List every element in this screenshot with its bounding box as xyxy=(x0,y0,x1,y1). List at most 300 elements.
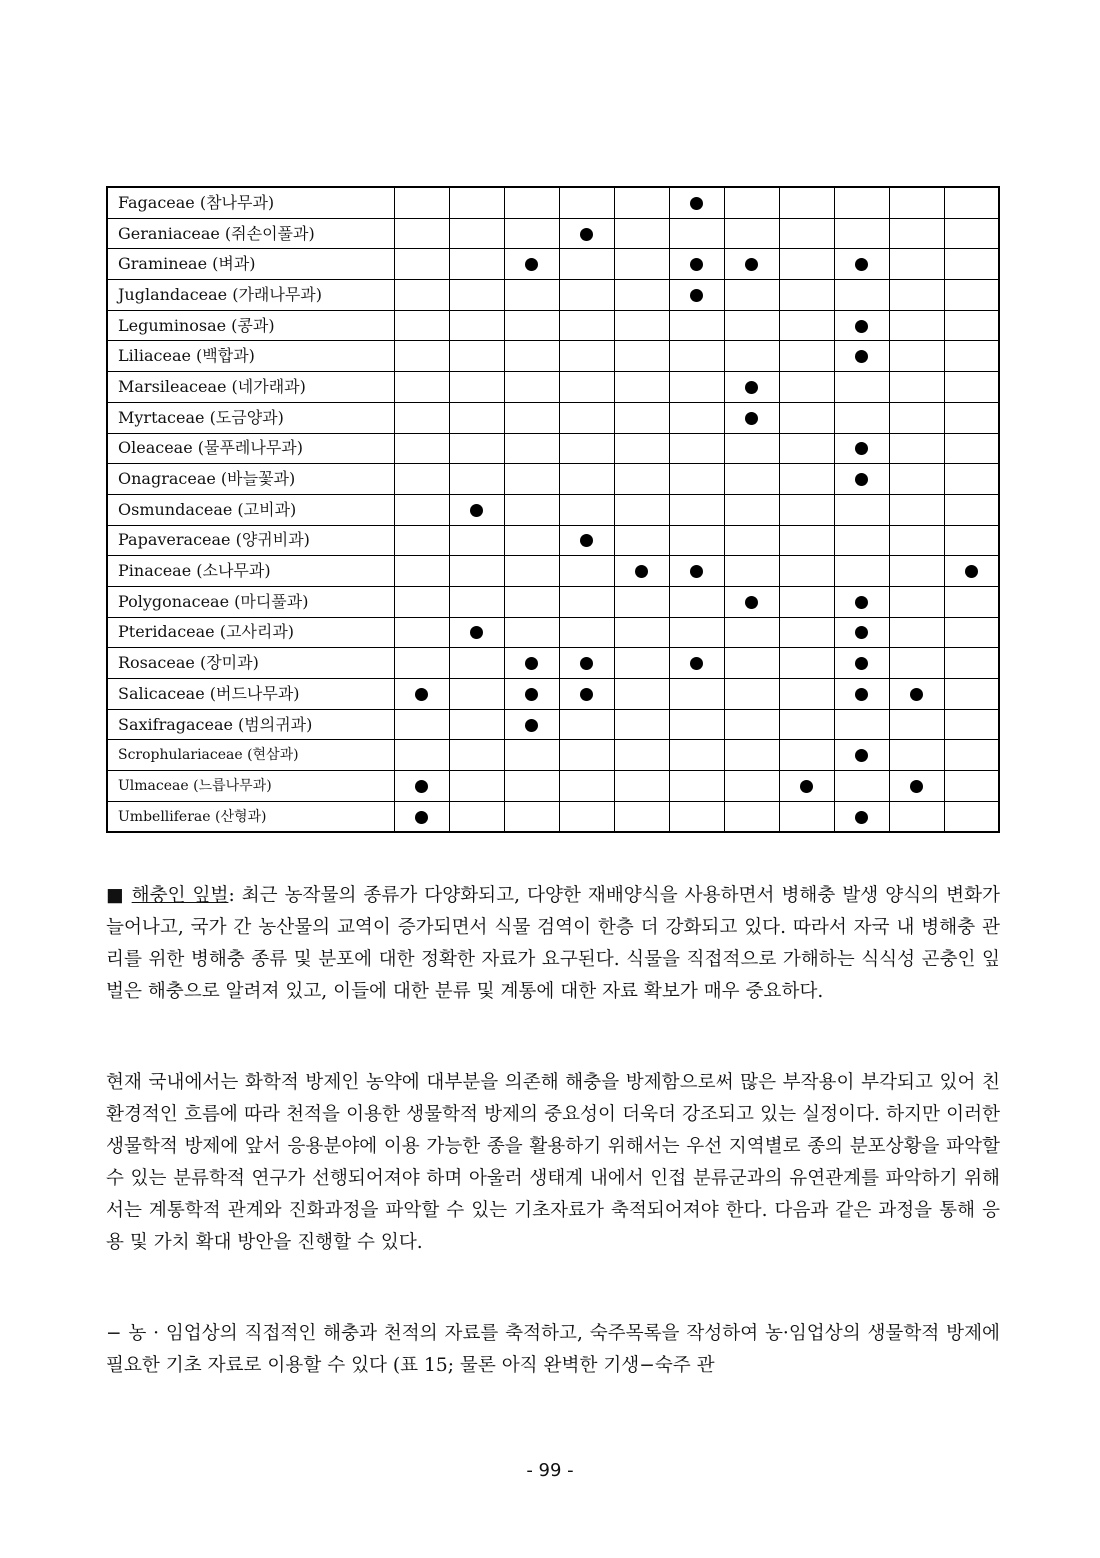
host-mark-cell xyxy=(834,187,889,218)
host-mark-cell xyxy=(779,586,834,617)
host-mark-cell xyxy=(449,464,504,495)
host-mark-cell xyxy=(889,679,944,710)
host-mark-cell xyxy=(614,249,669,280)
host-mark-cell xyxy=(614,525,669,556)
host-mark-cell xyxy=(834,709,889,740)
paragraph-text: : 최근 농작물의 종류가 다양화되고, 다양한 재배양식을 사용하면서 병해충 발생 양식의 변화가 늘어나고, 국가 간 농산물의 교역이 증가되면서 식물 검역이 한층 더 강화되고 있다. 따라서 자국 내 병해충 관리를 위한 병해충 종류 및 분포에 대한 정확한 자료가 요구된다. 식물을 직접적으로 가해하는 식식성 곤충인 잎벌은 해충으로 알려져 있고, 이들에 대한 분류 및 계통에 대한 자료 확보가 매우 중요하다. xyxy=(106,885,1001,1002)
host-mark-cell xyxy=(449,187,504,218)
family-name-cell: Gramineae (벼과) xyxy=(107,249,394,280)
family-name-cell: Papaveraceae (양귀비과) xyxy=(107,525,394,556)
host-mark-cell xyxy=(669,679,724,710)
family-name-cell: Liliaceae (백합과) xyxy=(107,341,394,372)
filled-dot-mark xyxy=(855,811,868,824)
host-mark-cell xyxy=(614,341,669,372)
host-mark-cell xyxy=(504,187,559,218)
host-mark-cell xyxy=(834,280,889,311)
filled-dot-mark xyxy=(690,258,703,271)
host-mark-cell xyxy=(834,433,889,464)
filled-dot-mark xyxy=(635,565,648,578)
filled-dot-mark xyxy=(855,688,868,701)
host-mark-cell xyxy=(614,372,669,403)
host-mark-cell xyxy=(779,801,834,832)
host-mark-cell xyxy=(944,433,999,464)
host-mark-cell xyxy=(724,218,779,249)
host-mark-cell xyxy=(724,187,779,218)
host-mark-cell xyxy=(944,771,999,802)
host-mark-cell xyxy=(504,556,559,587)
filled-dot-mark xyxy=(690,657,703,670)
host-mark-cell xyxy=(724,402,779,433)
host-mark-cell xyxy=(394,464,449,495)
host-mark-cell xyxy=(669,249,724,280)
host-mark-cell xyxy=(669,341,724,372)
host-mark-cell xyxy=(394,709,449,740)
host-mark-cell xyxy=(504,402,559,433)
host-mark-cell xyxy=(889,341,944,372)
host-mark-cell xyxy=(449,648,504,679)
host-mark-cell xyxy=(614,310,669,341)
host-mark-cell xyxy=(889,556,944,587)
table-row xyxy=(107,525,999,556)
filled-dot-mark xyxy=(910,688,923,701)
host-mark-cell xyxy=(724,310,779,341)
table-row xyxy=(107,556,999,587)
host-mark-cell xyxy=(944,525,999,556)
host-mark-cell xyxy=(559,494,614,525)
table-row xyxy=(107,740,999,771)
host-mark-cell xyxy=(614,648,669,679)
host-plant-table xyxy=(106,186,1000,833)
host-mark-cell xyxy=(669,617,724,648)
host-mark-cell xyxy=(724,249,779,280)
host-mark-cell xyxy=(889,709,944,740)
filled-dot-mark xyxy=(470,504,483,517)
host-mark-cell xyxy=(449,740,504,771)
host-mark-cell xyxy=(504,372,559,403)
host-mark-cell xyxy=(889,433,944,464)
host-mark-cell xyxy=(614,740,669,771)
filled-dot-mark xyxy=(580,534,593,547)
host-mark-cell xyxy=(834,525,889,556)
host-mark-cell xyxy=(614,280,669,311)
host-mark-cell xyxy=(449,341,504,372)
family-name-cell: Oleaceae (물푸레나무과) xyxy=(107,433,394,464)
host-mark-cell xyxy=(889,801,944,832)
host-mark-cell xyxy=(669,218,724,249)
host-mark-cell xyxy=(889,740,944,771)
host-mark-cell xyxy=(504,525,559,556)
host-mark-cell xyxy=(889,249,944,280)
section-heading: 해충인 잎벌 xyxy=(131,885,229,906)
host-mark-cell xyxy=(614,402,669,433)
host-mark-cell xyxy=(669,586,724,617)
host-mark-cell xyxy=(394,402,449,433)
host-mark-cell xyxy=(669,464,724,495)
host-mark-cell xyxy=(669,525,724,556)
host-mark-cell xyxy=(944,464,999,495)
host-mark-cell xyxy=(779,494,834,525)
host-mark-cell xyxy=(614,464,669,495)
host-mark-cell xyxy=(889,525,944,556)
paragraph-biological-control: 현재 국내에서는 화학적 방제인 농약에 대부분을 의존해 해충을 방제함으로써 많은 부작용이 부각되고 있어 친환경적인 흐름에 따라 천적을 이용한 생물학적 방제의 중요성이 더욱더 강조되고 있는 실정이다. 하지만 이러한 생물학적 방제에 앞서 응용분야에 이용 가능한 종을 활용하기 위해서는 우선 지역별로 종의 분포상황을 파악할 수 있는 분류학적 연구가 선행되어져야 하며 아울러 생태계 내에서 인접 분류군과의 유연관계를 파악하기 위해서는 계통학적 관계와 진화과정을 파악할 수 있는 기초자료가 축적되어져야 한다. 다음과 같은 과정을 통해 응용 및 가치 확대 방안을 진행할 수 있다. xyxy=(106,1072,1000,1253)
host-mark-cell xyxy=(449,494,504,525)
host-mark-cell xyxy=(394,648,449,679)
host-mark-cell xyxy=(394,433,449,464)
host-mark-cell xyxy=(394,617,449,648)
host-mark-cell xyxy=(614,586,669,617)
host-mark-cell xyxy=(944,249,999,280)
host-mark-cell xyxy=(504,310,559,341)
host-mark-cell xyxy=(779,310,834,341)
filled-dot-mark xyxy=(855,626,868,639)
host-mark-cell xyxy=(614,433,669,464)
host-mark-cell xyxy=(394,771,449,802)
host-mark-cell xyxy=(449,801,504,832)
table-row xyxy=(107,494,999,525)
host-mark-cell xyxy=(944,494,999,525)
host-mark-cell xyxy=(394,525,449,556)
host-mark-cell xyxy=(889,648,944,679)
family-name-cell: Leguminosae (콩과) xyxy=(107,310,394,341)
host-mark-cell xyxy=(669,372,724,403)
host-mark-cell xyxy=(449,402,504,433)
host-mark-cell xyxy=(779,617,834,648)
family-name-cell: Salicaceae (버드나무과) xyxy=(107,679,394,710)
host-mark-cell xyxy=(504,801,559,832)
host-mark-cell xyxy=(559,187,614,218)
host-mark-cell xyxy=(834,372,889,403)
host-mark-cell xyxy=(449,709,504,740)
host-mark-cell xyxy=(504,771,559,802)
host-mark-cell xyxy=(614,218,669,249)
host-mark-cell xyxy=(889,402,944,433)
host-mark-cell xyxy=(944,310,999,341)
host-mark-cell xyxy=(944,679,999,710)
table-row xyxy=(107,801,999,832)
host-mark-cell xyxy=(889,372,944,403)
host-mark-cell xyxy=(614,494,669,525)
host-mark-cell xyxy=(449,249,504,280)
host-mark-cell xyxy=(834,801,889,832)
host-mark-cell xyxy=(889,464,944,495)
host-mark-cell xyxy=(394,494,449,525)
host-mark-cell xyxy=(504,218,559,249)
host-mark-cell xyxy=(394,218,449,249)
host-mark-cell xyxy=(834,341,889,372)
filled-dot-mark xyxy=(415,811,428,824)
host-mark-cell xyxy=(559,801,614,832)
host-mark-cell xyxy=(449,218,504,249)
host-mark-cell xyxy=(559,433,614,464)
host-mark-cell xyxy=(724,679,779,710)
host-mark-cell xyxy=(504,617,559,648)
host-mark-cell xyxy=(449,586,504,617)
host-mark-cell xyxy=(724,464,779,495)
host-mark-cell xyxy=(834,771,889,802)
host-mark-cell xyxy=(779,372,834,403)
host-mark-cell xyxy=(559,679,614,710)
filled-dot-mark xyxy=(470,626,483,639)
table-row xyxy=(107,402,999,433)
family-name-cell: Polygonaceae (마디풀과) xyxy=(107,586,394,617)
host-mark-cell xyxy=(504,679,559,710)
host-mark-cell xyxy=(559,771,614,802)
filled-dot-mark xyxy=(525,657,538,670)
filled-dot-mark xyxy=(690,197,703,210)
filled-dot-mark xyxy=(855,596,868,609)
host-mark-cell xyxy=(779,402,834,433)
table-row xyxy=(107,310,999,341)
filled-dot-mark xyxy=(855,442,868,455)
host-mark-cell xyxy=(779,218,834,249)
host-mark-cell xyxy=(889,187,944,218)
filled-dot-mark xyxy=(745,258,758,271)
host-mark-cell xyxy=(779,556,834,587)
family-name-cell: Myrtaceae (도금양과) xyxy=(107,402,394,433)
host-mark-cell xyxy=(504,341,559,372)
host-mark-cell xyxy=(394,249,449,280)
host-mark-cell xyxy=(889,586,944,617)
host-mark-cell xyxy=(504,494,559,525)
host-mark-cell xyxy=(944,556,999,587)
host-mark-cell xyxy=(559,402,614,433)
host-mark-cell xyxy=(504,464,559,495)
host-mark-cell xyxy=(779,464,834,495)
host-mark-cell xyxy=(944,648,999,679)
host-mark-cell xyxy=(394,341,449,372)
family-name-cell: Osmundaceae (고비과) xyxy=(107,494,394,525)
filled-dot-mark xyxy=(580,228,593,241)
host-mark-cell xyxy=(614,771,669,802)
host-mark-cell xyxy=(449,280,504,311)
host-mark-cell xyxy=(614,801,669,832)
host-mark-cell xyxy=(669,187,724,218)
host-mark-cell xyxy=(614,709,669,740)
host-mark-cell xyxy=(504,740,559,771)
host-mark-cell xyxy=(834,648,889,679)
host-mark-cell xyxy=(724,433,779,464)
table-row xyxy=(107,218,999,249)
host-mark-cell xyxy=(559,556,614,587)
host-mark-cell xyxy=(779,280,834,311)
host-mark-cell xyxy=(944,280,999,311)
host-mark-cell xyxy=(724,372,779,403)
host-mark-cell xyxy=(889,771,944,802)
host-mark-cell xyxy=(889,218,944,249)
host-mark-cell xyxy=(944,586,999,617)
host-mark-cell xyxy=(669,709,724,740)
table-row xyxy=(107,372,999,403)
host-mark-cell xyxy=(779,525,834,556)
host-mark-cell xyxy=(559,280,614,311)
host-mark-cell xyxy=(504,586,559,617)
family-name-cell: Saxifragaceae (범의귀과) xyxy=(107,709,394,740)
host-mark-cell xyxy=(834,494,889,525)
family-name-cell: Juglandaceae (가래나무과) xyxy=(107,280,394,311)
filled-dot-mark xyxy=(855,657,868,670)
host-mark-cell xyxy=(504,648,559,679)
host-mark-cell xyxy=(834,464,889,495)
filled-dot-mark xyxy=(525,258,538,271)
host-mark-cell xyxy=(504,709,559,740)
host-table-body xyxy=(107,187,999,832)
host-mark-cell xyxy=(944,801,999,832)
host-mark-cell xyxy=(559,341,614,372)
host-mark-cell xyxy=(559,709,614,740)
host-mark-cell xyxy=(779,187,834,218)
host-mark-cell xyxy=(669,740,724,771)
filled-dot-mark xyxy=(745,412,758,425)
host-mark-cell xyxy=(559,648,614,679)
filled-dot-mark xyxy=(745,381,758,394)
table-row xyxy=(107,679,999,710)
host-mark-cell xyxy=(779,679,834,710)
host-mark-cell xyxy=(779,433,834,464)
family-name-cell: Pteridaceae (고사리과) xyxy=(107,617,394,648)
host-mark-cell xyxy=(559,740,614,771)
filled-dot-mark xyxy=(855,473,868,486)
filled-dot-mark xyxy=(415,688,428,701)
host-mark-cell xyxy=(449,679,504,710)
filled-dot-mark xyxy=(855,258,868,271)
table-row xyxy=(107,341,999,372)
host-mark-cell xyxy=(449,372,504,403)
host-mark-cell xyxy=(669,280,724,311)
host-mark-cell xyxy=(394,187,449,218)
host-mark-cell xyxy=(724,341,779,372)
filled-dot-mark xyxy=(415,780,428,793)
filled-dot-mark xyxy=(690,565,703,578)
host-mark-cell xyxy=(449,617,504,648)
host-mark-cell xyxy=(504,433,559,464)
table-row xyxy=(107,586,999,617)
host-mark-cell xyxy=(559,249,614,280)
host-mark-cell xyxy=(614,556,669,587)
host-mark-cell xyxy=(669,771,724,802)
family-name-cell: Scrophulariaceae (현삼과) xyxy=(107,740,394,771)
host-mark-cell xyxy=(779,648,834,679)
family-name-cell: Onagraceae (바늘꽃과) xyxy=(107,464,394,495)
filled-dot-mark xyxy=(965,565,978,578)
host-mark-cell xyxy=(724,617,779,648)
filled-dot-mark xyxy=(855,350,868,363)
family-name-cell: Rosaceae (장미과) xyxy=(107,648,394,679)
table-row xyxy=(107,280,999,311)
host-mark-cell xyxy=(834,586,889,617)
host-mark-cell xyxy=(889,617,944,648)
host-mark-cell xyxy=(724,771,779,802)
host-mark-cell xyxy=(724,525,779,556)
host-mark-cell xyxy=(779,740,834,771)
host-mark-cell xyxy=(889,494,944,525)
host-mark-cell xyxy=(724,494,779,525)
host-mark-cell xyxy=(724,586,779,617)
host-mark-cell xyxy=(669,801,724,832)
host-mark-cell xyxy=(504,249,559,280)
table-row xyxy=(107,771,999,802)
host-mark-cell xyxy=(559,525,614,556)
host-mark-cell xyxy=(559,372,614,403)
host-mark-cell xyxy=(834,218,889,249)
host-mark-cell xyxy=(944,187,999,218)
table-row xyxy=(107,648,999,679)
host-mark-cell xyxy=(559,586,614,617)
host-mark-cell xyxy=(504,280,559,311)
host-mark-cell xyxy=(834,617,889,648)
host-mark-cell xyxy=(614,679,669,710)
host-mark-cell xyxy=(449,771,504,802)
host-mark-cell xyxy=(394,556,449,587)
family-name-cell: Umbelliferae (산형과) xyxy=(107,801,394,832)
host-mark-cell xyxy=(724,709,779,740)
table-row xyxy=(107,433,999,464)
filled-dot-mark xyxy=(525,688,538,701)
host-mark-cell xyxy=(944,402,999,433)
host-mark-cell xyxy=(834,740,889,771)
host-mark-cell xyxy=(834,310,889,341)
host-mark-cell xyxy=(394,586,449,617)
table-row xyxy=(107,709,999,740)
host-mark-cell xyxy=(889,310,944,341)
host-mark-cell xyxy=(779,341,834,372)
host-mark-cell xyxy=(394,310,449,341)
host-mark-cell xyxy=(559,310,614,341)
host-mark-cell xyxy=(669,310,724,341)
host-mark-cell xyxy=(944,740,999,771)
table-row xyxy=(107,464,999,495)
host-mark-cell xyxy=(724,801,779,832)
page-number: - 99 - xyxy=(526,1460,574,1481)
family-name-cell: Fagaceae (참나무과) xyxy=(107,187,394,218)
host-mark-cell xyxy=(834,556,889,587)
host-mark-cell xyxy=(889,280,944,311)
table-row xyxy=(107,249,999,280)
table-row xyxy=(107,617,999,648)
filled-dot-mark xyxy=(855,320,868,333)
host-mark-cell xyxy=(669,648,724,679)
host-mark-cell xyxy=(779,249,834,280)
host-mark-cell xyxy=(944,372,999,403)
filled-dot-mark xyxy=(800,780,813,793)
host-mark-cell xyxy=(669,433,724,464)
host-mark-cell xyxy=(449,525,504,556)
host-mark-cell xyxy=(724,740,779,771)
host-mark-cell xyxy=(834,249,889,280)
host-mark-cell xyxy=(944,218,999,249)
table-row xyxy=(107,187,999,218)
host-mark-cell xyxy=(834,402,889,433)
host-mark-cell xyxy=(834,679,889,710)
filled-dot-mark xyxy=(580,688,593,701)
host-mark-cell xyxy=(669,556,724,587)
host-mark-cell xyxy=(394,679,449,710)
host-mark-cell xyxy=(394,740,449,771)
host-mark-cell xyxy=(559,464,614,495)
host-mark-cell xyxy=(724,556,779,587)
host-mark-cell xyxy=(394,372,449,403)
host-mark-cell xyxy=(944,709,999,740)
host-mark-cell xyxy=(449,556,504,587)
host-mark-cell xyxy=(559,218,614,249)
host-mark-cell xyxy=(394,280,449,311)
host-mark-cell xyxy=(779,709,834,740)
host-mark-cell xyxy=(944,617,999,648)
host-mark-cell xyxy=(724,280,779,311)
bullet-square: ■ xyxy=(106,885,132,906)
filled-dot-mark xyxy=(910,780,923,793)
host-mark-cell xyxy=(449,310,504,341)
host-mark-cell xyxy=(614,617,669,648)
